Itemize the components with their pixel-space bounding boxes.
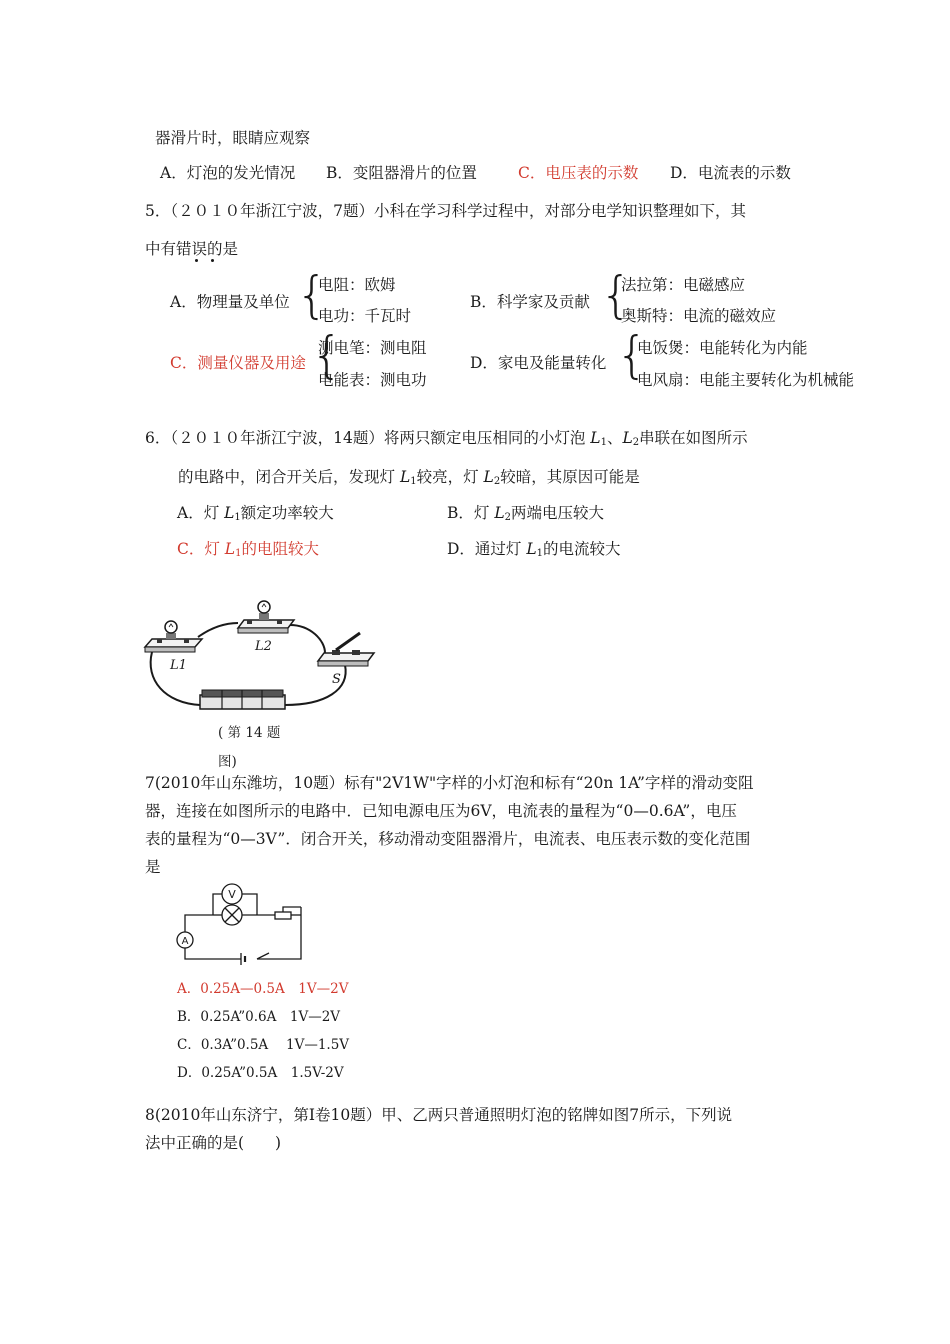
q7-option-c[interactable]: C．0.3A”0.5A 1V—1.5V — [177, 1037, 350, 1053]
q7-option-d[interactable]: D．0.25A”0.5A 1.5V-2V — [177, 1065, 344, 1081]
voltmeter-icon — [222, 884, 242, 904]
label-l1: L1 — [170, 658, 187, 673]
wire — [198, 623, 238, 637]
q5-option-b-label[interactable]: B．科学家及贡献 — [470, 293, 590, 311]
q7-stem-line1: 7(2010年山东潍坊，10题）标有"2V1W"字样的小灯泡和标有“20n 1A”字样的滑动变阻 — [145, 774, 754, 792]
wire — [290, 625, 325, 653]
q6-option-a[interactable]: A．灯 $L_1$额定功率较大 — [177, 504, 334, 523]
brace-icon: { — [600, 266, 632, 324]
q5-option-c-item2: 电能表：测电功 — [318, 371, 427, 389]
q5-stem-line1: 5．（２０１０年浙江宁波，7题）小科在学习科学过程中，对部分电学知识整理如下，其 — [145, 202, 746, 220]
lamp-l2 — [238, 601, 294, 633]
brace-icon: { — [616, 326, 648, 384]
svg-text:A: A — [181, 936, 189, 947]
q5-stem-line2: 中有错误的是 — [145, 240, 239, 258]
q5-option-a-item1: 电阻：欧姆 — [318, 276, 396, 294]
label-l2: L2 — [255, 639, 272, 654]
q6-option-b[interactable]: B．灯 $L_2$两端电压较大 — [447, 504, 605, 523]
rheostat-slider — [283, 907, 301, 912]
q7-stem-line2: 器，连接在如图所示的电路中．已知电源电压为6V，电流表的量程为“0—0.6A”，电压 — [145, 802, 737, 820]
brace-icon: { — [296, 266, 328, 324]
q6-stem-line2: 的电路中，闭合开关后，发现灯 $L_1$较亮，灯 $L_2$较暗，其原因可能是 — [178, 468, 640, 487]
q6-option-c[interactable]: C．灯 $L_1$的电阻较大 — [177, 540, 319, 559]
q7-circuit-figure — [175, 882, 310, 962]
brace-icon: { — [311, 326, 343, 384]
q8-stem-line1: 8(2010年山东济宁，第Ⅰ卷10题）甲、乙两只普通照明灯泡的铭牌如图7所示，下列说 — [145, 1106, 733, 1124]
q4-option-b[interactable]: B．变阻器滑片的位置 — [326, 164, 477, 182]
switch — [257, 953, 269, 959]
q4-stem-tail: 器滑片时，眼睛应观察 — [155, 129, 311, 147]
q5-option-b-item2: 奥斯特：电流的磁效应 — [621, 307, 777, 325]
wire — [185, 915, 213, 933]
q7-stem-line4: 是 — [145, 858, 161, 876]
q4-option-d[interactable]: D．电流表的示数 — [670, 164, 791, 182]
wire — [185, 947, 241, 959]
lamp-icon — [222, 905, 242, 925]
rheostat — [275, 912, 291, 919]
figure-caption: 图) — [218, 754, 237, 770]
q5-option-d-item2: 电风扇：电能主要转化为机械能 — [637, 371, 855, 389]
ammeter-icon — [177, 932, 193, 948]
emphasis-dot — [211, 259, 214, 262]
series-circuit-figure — [140, 595, 380, 720]
q5-option-c-item1: 测电笔：测电阻 — [318, 339, 427, 357]
figure-caption: ( 第 14 题 — [218, 725, 281, 741]
battery — [200, 690, 285, 709]
q4-option-a[interactable]: A．灯泡的发光情况 — [160, 164, 296, 182]
q6-option-d[interactable]: D．通过灯 $L_1$的电流较大 — [447, 540, 621, 559]
wire — [242, 894, 257, 915]
q5-option-d-item1: 电饭煲：电能转化为内能 — [637, 339, 808, 357]
svg-text:V: V — [228, 888, 236, 901]
q8-stem-line2: 法中正确的是( ) — [145, 1134, 282, 1152]
label-s: S — [332, 672, 341, 687]
q5-option-d-label[interactable]: D．家电及能量转化 — [470, 354, 607, 372]
switch-s — [318, 633, 374, 666]
q7-option-a[interactable]: A．0.25A—0.5A 1V—2V — [177, 981, 349, 997]
lamp-l1 — [145, 621, 202, 652]
q6-stem-line1: 6．（２０１０年浙江宁波，14题）将两只额定电压相同的小灯泡 $L_1$、$L_2$串联在如图所示 — [145, 429, 748, 448]
wire — [213, 894, 222, 915]
q7-option-b[interactable]: B．0.25A”0.6A 1V—2V — [177, 1009, 341, 1025]
q5-option-c-label[interactable]: C．测量仪器及用途 — [170, 354, 306, 372]
q4-option-c[interactable]: C．电压表的示数 — [518, 164, 639, 182]
q5-option-a-label[interactable]: A．物理量及单位 — [170, 293, 290, 311]
q5-option-b-item1: 法拉第：电磁感应 — [621, 276, 746, 294]
q7-stem-line3: 表的量程为“0—3V”．闭合开关，移动滑动变阻器滑片，电流表、电压表示数的变化范围 — [145, 830, 751, 848]
emphasis-dot — [195, 259, 198, 262]
q5-option-a-item2: 电功：千瓦时 — [318, 307, 412, 325]
